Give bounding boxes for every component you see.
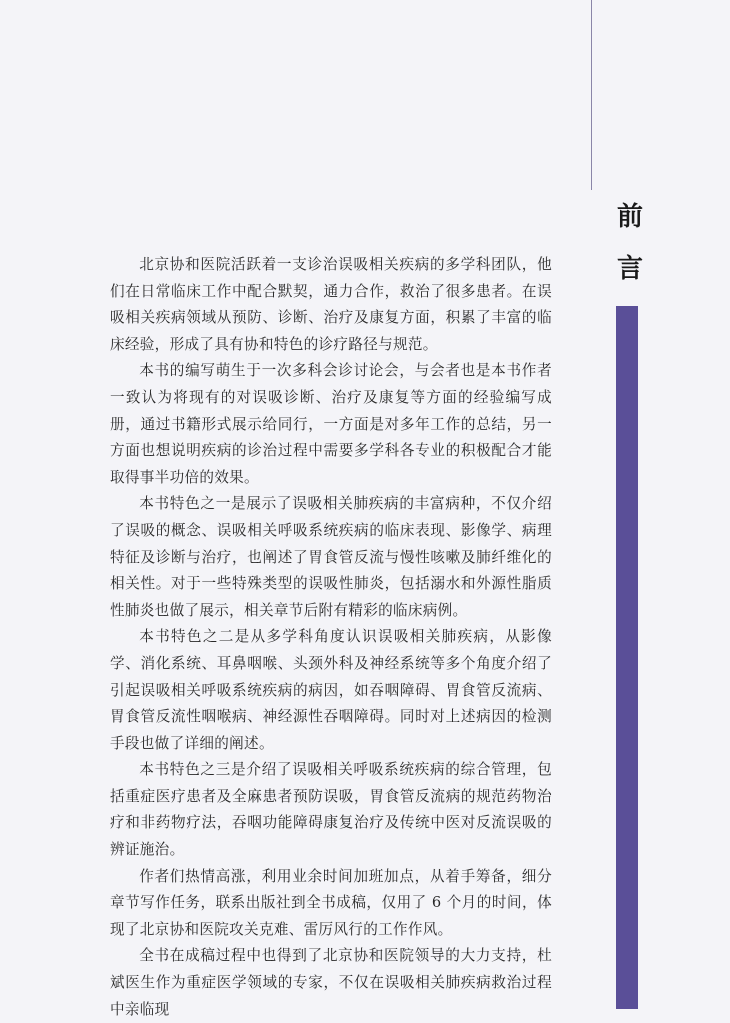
preface-title-char-2: 言 [616, 254, 643, 284]
paragraph: 全书在成稿过程中也得到了北京协和医院领导的大力支持，杜斌医生作为重症医学领域的专家，不仅在误吸相关肺疾病救治过程中亲临现 [110, 947, 552, 1018]
preface-body [110, 252, 552, 1023]
paragraph: 作者们热情高涨，利用业余时间加班加点，从着手筹备，细分章节写作任务，联系出版社到全书成稿，仅用了 6 个月的时间，体现了北京协和医院攻关克难、雷厉风行的工作作风。 [110, 867, 552, 938]
paragraph: 北京协和医院活跃着一支诊治误吸相关疾病的多学科团队，他们在日常临床工作中配合默契，通力合作，救治了很多患者。在误吸相关疾病领域从预防、诊断、治疗及康复方面，积累了丰富的临床经验，形成了具有协和特色的诊疗路径与规范。 [110, 256, 552, 353]
paragraph: 本书特色之三是介绍了误吸相关呼吸系统疾病的综合管理，包括重症医疗患者及全麻患者预防误吸，胃食管反流病的规范药物治疗和非药物疗法，吞咽功能障碍康复治疗及传统中医对反流误吸的辨证施治。 [110, 761, 552, 859]
paragraph: 本书特色之一是展示了误吸相关肺疾病的丰富病种，不仅介绍了误吸的概念、误吸相关呼吸系统疾病的临床表现、影像学、病理特征及诊断与治疗，也阐述了胃食管反流与慢性咳嗽及肺纤维化的相关性。对于一些特殊类型的误吸性肺炎，包括溺水和外源性脂质性肺炎也做了展示，相关章节后附有精彩的临床病例。 [110, 495, 552, 619]
side-color-bar [616, 306, 638, 1009]
paragraph: 本书的编写萌生于一次多科会诊讨论会，与会者也是本书作者一致认为将现有的对误吸诊断、治疗及康复等方面的经验编写成册，通过书籍形式展示给同行，一方面是对多年工作的总结，另一方面也想说明疾病的诊治过程中需要多学科各专业的积极配合才能取得事半功倍的效果。 [110, 362, 552, 486]
paragraph: 本书特色之二是从多学科角度认识误吸相关肺疾病，从影像学、消化系统、耳鼻咽喉、头颈外科及神经系统等多个角度介绍了引起误吸相关呼吸系统疾病的病因，如吞咽障碍、胃食管反流病、胃食管反流性咽喉病、神经源性吞咽障碍。同时对上述病因的检测手段也做了详细的阐述。 [110, 628, 552, 752]
preface-title-char-1: 前 [616, 202, 643, 232]
vertical-rule [591, 0, 592, 190]
